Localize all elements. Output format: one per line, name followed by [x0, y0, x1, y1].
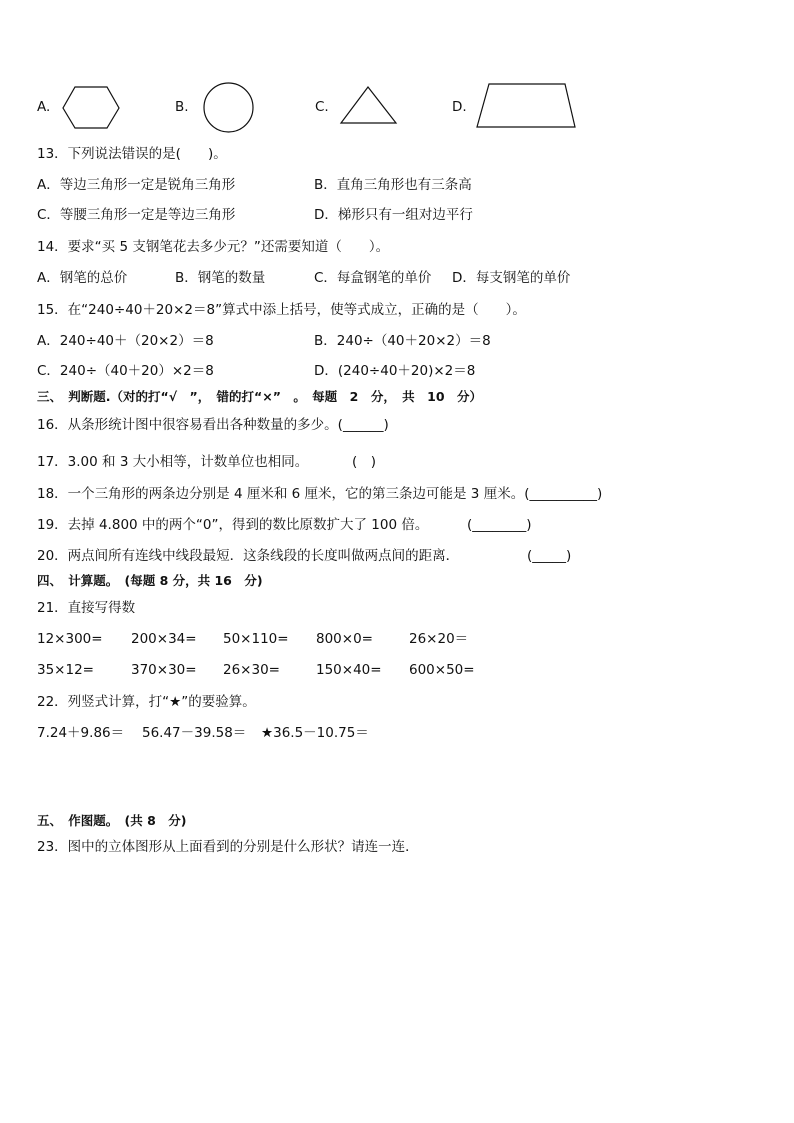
section-5-heading: 五、 作图题。 (共 8 分): [37, 813, 187, 828]
q12-option-a-label: A.: [37, 99, 51, 115]
q14-option-b: B．钢笔的数量: [175, 270, 266, 286]
trapezoid-icon: [475, 82, 579, 130]
q15-option-a: A．240÷40＋（20×2）＝8: [37, 333, 214, 349]
q20-answer-blank[interactable]: (_____): [527, 548, 572, 564]
q12-option-d-label: D.: [452, 99, 467, 115]
q21-item: 800×0=: [316, 631, 373, 647]
q17-answer-blank[interactable]: ( ): [352, 454, 377, 470]
q12-option-c-label: C.: [315, 99, 329, 115]
q13-option-a: A．等边三角形一定是锐角三角形: [37, 177, 236, 193]
q12-option-b-label: B.: [175, 99, 189, 115]
q21-item: 600×50=: [409, 662, 475, 678]
q19-text: 19．去掉 4.800 中的两个“0”，得到的数比原数扩大了 100 倍。: [37, 517, 429, 533]
q22-stem: 22．列竖式计算，打“★”的要验算。: [37, 694, 256, 710]
q14-option-a: A．钢笔的总价: [37, 270, 128, 286]
q15-option-d: D．(240÷40＋20)×2＝8: [314, 363, 476, 379]
q13-option-b: B．直角三角形也有三条高: [314, 177, 472, 193]
q15-option-b: B．240÷（40＋20×2）＝8: [314, 333, 491, 349]
q22-item: 7.24＋9.86＝: [37, 725, 125, 741]
q21-item: 200×34=: [131, 631, 197, 647]
q21-item: 26×30=: [223, 662, 280, 678]
q16-text: 16．从条形统计图中很容易看出各种数量的多少。(______): [37, 417, 389, 433]
q21-item: 150×40=: [316, 662, 382, 678]
section-3-heading: 三、 判断题.（对的打“√ ”， 错的打“×” 。 每题 2 分， 共 10 分）: [37, 389, 483, 404]
q15-option-c: C．240÷（40＋20）×2＝8: [37, 363, 214, 379]
q18-text: 18．一个三角形的两条边分别是 4 厘米和 6 厘米，它的第三条边可能是 3 厘米。(__________): [37, 486, 603, 502]
q13-stem: 13．下列说法错误的是( )。: [37, 146, 227, 162]
q21-item: 35×12=: [37, 662, 94, 678]
q13-option-d: D．梯形只有一组对边平行: [314, 207, 473, 223]
q21-stem: 21．直接写得数: [37, 600, 136, 616]
q17-text: 17．3.00 和 3 大小相等，计数单位也相同。: [37, 454, 309, 470]
q14-option-d: D．每支钢笔的单价: [452, 270, 571, 286]
q14-option-c: C．每盒钢笔的单价: [314, 270, 432, 286]
q20-text: 20．两点间所有连线中线段最短．这条线段的长度叫做两点间的距离．: [37, 548, 460, 564]
q21-item: 12×300=: [37, 631, 103, 647]
q22-item: 56.47－39.58＝: [142, 725, 247, 741]
hexagon-icon: [62, 86, 122, 130]
q23-text: 23．图中的立体图形从上面看到的分别是什么形状？请连一连．: [37, 839, 419, 855]
q13-option-c: C．等腰三角形一定是等边三角形: [37, 207, 236, 223]
q21-item: 26×20＝: [409, 631, 469, 647]
section-4-heading: 四、 计算题。 (每题 8 分，共 16 分): [37, 573, 263, 588]
q21-item: 370×30=: [131, 662, 197, 678]
triangle-icon: [339, 86, 399, 126]
q19-answer-blank[interactable]: (________): [467, 517, 532, 533]
q14-stem: 14．要求“买 5 支钢笔花去多少元？”还需要知道（ ）。: [37, 239, 390, 255]
circle-icon: [203, 82, 255, 134]
q21-item: 50×110=: [223, 631, 289, 647]
q15-stem: 15．在“240÷40＋20×2＝8”算式中添上括号，使等式成立，正确的是（ ）。: [37, 302, 526, 318]
q22-item: ★36.5－10.75＝: [261, 725, 369, 741]
